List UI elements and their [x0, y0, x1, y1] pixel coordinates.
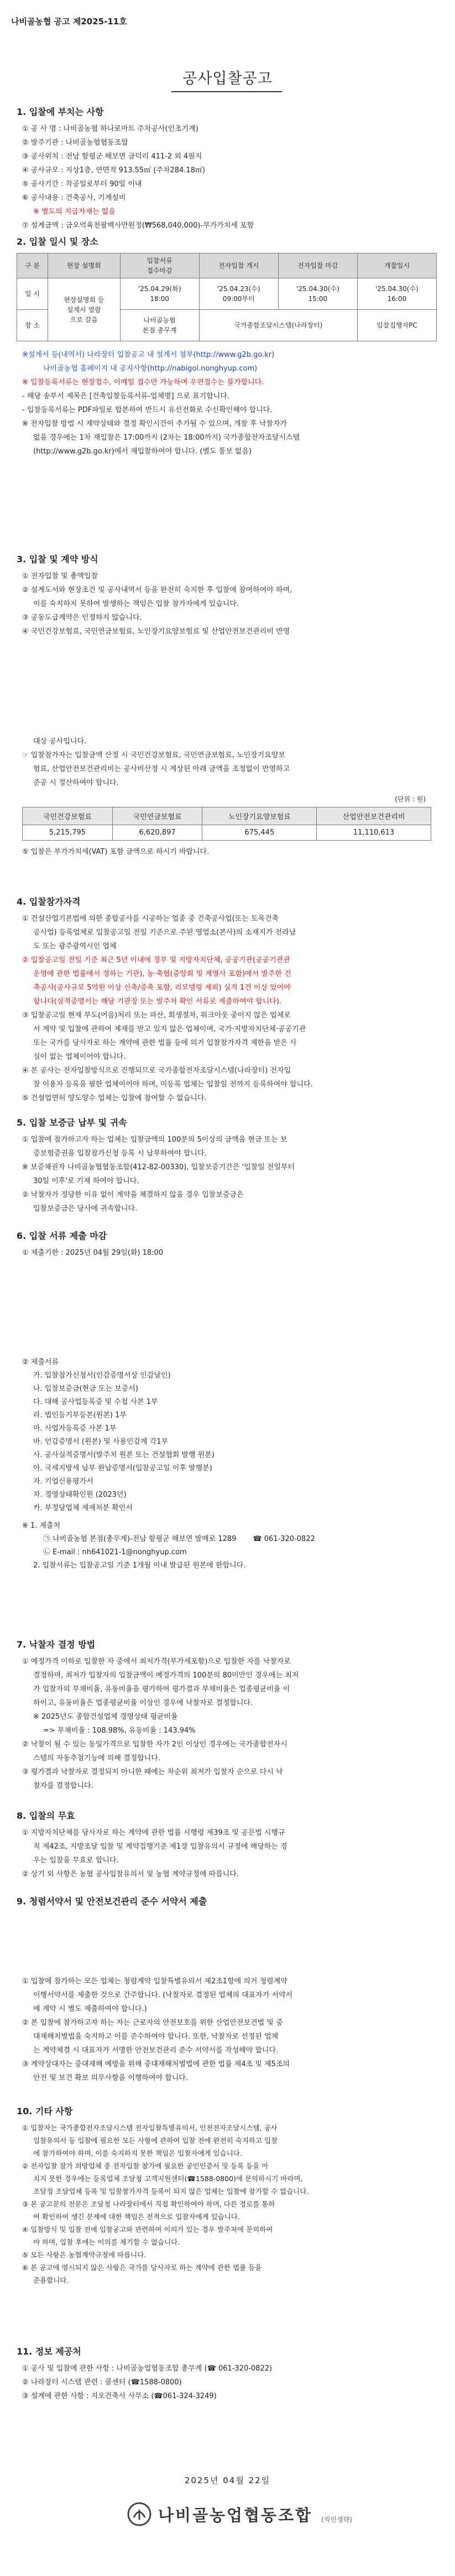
line: 또는 국가를 당사자로 하는 계약에 관한 법률 등에 의거 입찰참가자격 제한을 받은 사 [33, 1039, 297, 1047]
list-item: 바. 인감증명서 (원본) 및 사용인감계 각1부 [33, 1438, 169, 1446]
section-integrity-body [17, 1975, 437, 2085]
line: 칙 제42조, 지방조달 입찰 및 계약집행기준 제1장 입찰유의서 규정에 해당하는 경 [33, 1843, 287, 1851]
page-title: 공사입찰공고 [182, 70, 273, 87]
row-label: 장 소 [17, 310, 48, 341]
line: 서 계약 및 입찰에 관하여 제재를 받고 있지 않은 업체이며, 국가·지방자치단체·공공기관 [33, 1025, 306, 1033]
section-lines [22, 1133, 437, 1216]
line: 에 계약 시 별도 제출하여야 합니다.) [33, 2005, 147, 2013]
line: => 부채비율 : 108.98%, 유동비율 : 143.94% [43, 1727, 196, 1735]
section-heading: 3. 입찰 및 계약 방식 [17, 554, 98, 564]
line: 결정하며, 최저가 입찰자의 입찰금액이 예정가격의 100분의 80미만인 경우에는 최저 [33, 1671, 299, 1680]
line: 30일 이후'로 기재 하여야 합니다. [33, 1177, 139, 1185]
section-heading: 1. 입찰에 부치는 사항 [17, 107, 104, 117]
section-submission [17, 1229, 437, 1260]
section-contact-info [17, 2345, 437, 2403]
note-line[interactable]: ※설계서 등(내역서) 나라장터 입찰공고 내 설계서 첨부(http://www.g2b.go.kr) [22, 351, 275, 359]
section-lines [22, 912, 437, 1105]
line: 증보험증권을 입찰참가신청 등록 시 납부하여야 합니다. [33, 1149, 207, 1158]
contact-address: ㉠ 나비골농협 본점(총무계)-전남 함평군 해보면 발매로 1289 [43, 1535, 237, 1543]
line: 하이고, 유동비율은 업종평균비율 이상인 경우에 낙찰자로 결정합니다. [33, 1699, 253, 1707]
contact-phone: ☎ 061-320-0822 [253, 1535, 315, 1543]
line: 여 확인하여 생긴 문제에 대한 책임은 전적으로 입찰자에게 있습니다. [33, 2213, 240, 2221]
line: ③ 공동도급계약은 인정하지 않습니다. [22, 614, 142, 622]
section-lines [22, 1655, 437, 1793]
line: 준공 시 정산하여야 합니다. [33, 779, 119, 787]
schedule-notes [22, 348, 437, 458]
line: ② 제출서류 [22, 1358, 59, 1366]
table-cell: 5,215,795 [23, 825, 113, 841]
line: 치지 못한 경우에는 등록업체 조달청 고객지원센터(☎1588-0800)에 문의하시기 바라며, [33, 2174, 303, 2183]
highlight-line: 운영에 관한 법률에서 정하는 기관), 농·축협(중앙회 및 계열사 포함)에서 발주한 건 [33, 970, 291, 978]
table-header: 전자입찰 마감 [278, 254, 357, 278]
line: ③ 평가결과 낙찰자로 결정되지 아니한 때에는 차순위 최저가 입찰자 순으로 다시 낙 [22, 1768, 283, 1776]
line: ⑤ 입찰은 부가가치세(VAT) 포함 금액으로 하시기 바랍니다. [22, 848, 210, 856]
line: ① 입찰에 참가하고자 하는 업체는 입찰금액의 100분의 5이상의 금액을 현금 또는 보 [22, 1136, 287, 1144]
schedule-table [17, 253, 437, 341]
section-lines [22, 569, 437, 638]
list-item: 나. 입찰보증금(현금 또는 보증서) [33, 1385, 138, 1393]
list-item: 차. 경영상태확인원 (2023년) [33, 1491, 127, 1499]
line: 찰 이용자 등록을 필한 업체이어야 하며, 미등록 업체는 입찰일 전까지 등록하여야 합니다. [33, 1080, 313, 1089]
line: ⑤ 건설업면허 양도양수 업체는 입찰에 참여할 수 없습니다. [22, 1094, 207, 1102]
table-cell: 6,620,897 [112, 825, 202, 841]
line: ② 상기 외 사항은 농협 공사입찰유의서 및 농협 계약규정에 따릅니다. [22, 1870, 239, 1878]
line: ⑤ 모든 사항은 농협계약규정에 따릅니다. [22, 2251, 147, 2259]
line: ① 건설산업기본법에 의한 종합공사를 시공하는 업종 중 건축공사업(또는 토목건축 [22, 915, 279, 923]
line: 이행서약서를 제출한 것으로 간주합니다. (낙찰자로 결정된 업체의 대표자가 서약서 [33, 1991, 293, 1999]
line: 찰자를 결정합니다. [33, 1782, 93, 1790]
list-item: 아. 국세지방세 납부 완납증명서(입찰공고일 이후 발행분) [33, 1464, 212, 1472]
bid-close-cell: '25.04.30(수) 15:00 [278, 278, 357, 310]
section-submission-docs [17, 1356, 437, 1572]
line: ① 공사 및 입찰에 관한 사항 : 나비골농업협동조합 총무계 (☎ 061-320-0822) [22, 2364, 273, 2373]
notice-date: 2025년 04월 22일 [184, 2475, 271, 2485]
line: ④ 국민건강보험료, 국민연금보험료, 노인장기요양보험료 및 산업안전보건관리비 반영 [22, 627, 290, 636]
section-heading: 9. 청렴서약서 및 안전보건관리 준수 서약서 제출 [17, 1896, 207, 1907]
section-eligibility [17, 895, 437, 1105]
line: ① 전자입찰 및 총액입찰 [22, 572, 98, 580]
line: 스템의 자동추첨기능에 의해 결정합니다. [33, 1754, 161, 1762]
briefing-cell: 현장설명회 등 설계서 열람 으로 갈음 [48, 278, 120, 341]
line: 도 또는 광주광역시인 업체 [33, 942, 117, 951]
line: ② 전자입찰 참가 희망업체 중 전자입찰 참가에 필요한 공인인증서 및 등록 등을 마 [22, 2162, 269, 2170]
line: ③ 설계에 관한 사항 : 지오건축사 사무소 (☎061-324-3249) [22, 2392, 217, 2400]
notice-ref-number: 나비골농협 공고 제2025-11호 [11, 17, 127, 27]
line: 는 계약체결 시 대표자가 서명한 안전보건관리 준수 서약서를 작성해야 합니다. [33, 2046, 279, 2055]
note-line: ※ 전자입찰 방법 시 제약상태와 결정 확인시간이 추가될 수 있으며, 개찰 후 낙찰자가 [22, 420, 287, 428]
section-schedule [17, 235, 437, 458]
section-contract-fees [17, 735, 437, 859]
line: ⑥ 본 공고에 명시되지 않은 사항은 국가를 당사자로 하는 계약에 관한 법률 등을 [22, 2263, 262, 2272]
section-heading: 11. 정보 제공처 [17, 2346, 81, 2357]
section-deposit [17, 1116, 437, 1216]
line: 야 하며, 입찰 후에는 이의를 제기할 수 없습니다. [33, 2238, 180, 2246]
section-misc [17, 2104, 437, 2287]
section-lines [22, 2121, 437, 2287]
warning-line: ※ 입찰등록서류는 현장접수, 이메일 접수만 가능하며 우편접수는 불가합니다. [22, 378, 264, 387]
table-header: 국민연금보험료 [112, 807, 202, 825]
line: ④ 입찰방식 및 입찰 전에 입찰공고와 관련하여 이의가 있는 경우 발주처에 문의하여 [22, 2225, 273, 2234]
issuer-name: 나비골농업협동조합 [158, 2505, 313, 2525]
note-line[interactable]: 나비골농협 홈페이지 내 공지사항(http://nabigol.nonghyup.com) [43, 365, 258, 373]
section-contract-method [17, 552, 437, 638]
table-header: 산업안전보건관리비 [317, 807, 431, 825]
warning-line: ※ 별도의 지급자재는 없음 [33, 208, 116, 216]
seal-omitted-note: (직인생략) [321, 2516, 352, 2524]
docs-place-cell: 나비골농협 본점 총무계 [120, 310, 199, 341]
opening-place-cell: 입찰집행자PC [357, 310, 436, 341]
section-heading: 6. 입찰 서류 제출 마감 [17, 1231, 107, 1241]
line: 2. 입찰서류는 입찰공고일 기준 1개월 이내 발급된 원본에 한합니다. [33, 1561, 246, 1570]
section-award [17, 1638, 437, 1793]
section-lines [22, 122, 437, 233]
row-label: 일 시 [17, 278, 48, 310]
line: 안전 및 보건 확보 의무사항을 이행하여야 합니다. [33, 2074, 189, 2082]
line: ③ 입찰공고일 현재 부도(어음)처리 또는 파산, 회생절차, 워크아웃 중이지 않은 업체로 [22, 1011, 291, 1020]
section-invalid [17, 1809, 437, 1881]
line: ※ 2025년도 종합건설업체 경영상태 평균비율 [33, 1713, 178, 1721]
line: ① 제출기한 : 2025년 04월 29일(화) 18:00 [22, 1249, 164, 1257]
table-cell: 11,110,613 [317, 825, 431, 841]
table-header: 현장 설명회 [48, 254, 120, 278]
table-header: 개찰일시 [357, 254, 436, 278]
title-underline [171, 91, 282, 92]
fee-note [22, 845, 437, 859]
nonghyup-logo-icon [127, 2502, 151, 2526]
online-place-cell: 국가종합조달시스템(나라장터) [199, 310, 357, 341]
line: ④ 본 공사는 전자입찰방식으로 진행되므로 국가종합전자조달시스템(나라장터) 전자입 [22, 1067, 291, 1075]
note-line: 없을 경우에는 1차 재입찰은 17:00까지 (2차는 18:00까지) 국가종합전자조달시스템 [33, 434, 300, 442]
highlight-line: ② 입찰공고일 전일 기준 최근 5년 이내에 정부 및 지방자치단체, 공공기관(공공기관관 [22, 956, 290, 964]
line: ※ 보증채권자 나비골농협협동조합(412-82-00330), 입찰보증기간은 '입찰일 전일부터 [22, 1163, 295, 1171]
section-heading: 5. 입찰 보증금 납부 및 귀속 [17, 1117, 127, 1128]
line: 실이 없는 업체이어야 합니다. [33, 1053, 126, 1061]
section-heading: 4. 입찰참가자격 [17, 896, 81, 907]
list-item: 카. 부정당업체 제재처분 확인서 [33, 1504, 133, 1512]
table-header: 전자입찰 개시 [199, 254, 278, 278]
line: ② 본 입찰에 참가하고자 하는 자는 근로자의 안전보호를 위한 산업안전보건법 및 중 [22, 2019, 283, 2027]
bid-open-start-cell: '25.04.23(수) 09:00부터 [199, 278, 278, 310]
list-item: 다. 대해 공사업등록증 및 수첩 사본 1부 [33, 1398, 158, 1406]
line: ⑥ 공사내용 : 건축공사, 기계설비 [22, 194, 126, 202]
section-heading: 2. 입찰 일시 및 장소 [17, 236, 98, 247]
line: ⑦ 설계금액 : 금오억육천팔백사만원정(₩568,040,000)-부가가치세 포함 [22, 221, 254, 230]
line: ① 예정가격 이하로 입찰한 자 중에서 최저가격(부가세포함)으로 입찰한 자를 낙찰자로 [22, 1657, 291, 1666]
line: 준용합니다. [33, 2276, 69, 2284]
line: 이를 숙지하지 못하여 발생하는 책임은 입찰 참가자에게 있습니다. [33, 600, 239, 608]
docs-list [22, 1356, 437, 1572]
line: ☞ 입찰참가자는 입찰금액 산정 시 국민건강보험료, 국민연금보험료, 노인장기요양보 [22, 751, 285, 759]
line: ③ 계약상대자는 중대재해 예방을 위해 중대재해처벌법에 관한 법률 제4조 및 제5조의 [22, 2060, 290, 2068]
table-header: 국민건강보험료 [23, 807, 113, 825]
issuer-block [127, 2502, 352, 2526]
line: ④ 공사규모 : 지상1층, 연면적 913.55㎡ (주차284.18㎡) [22, 166, 206, 175]
line: 대재해처벌법을 숙지하고 이를 준수하여야 합니다. 또한, 낙찰자로 선정된 업체 [33, 2033, 279, 2041]
line: ③ 본 공고문의 전문은 조달청 나라장터에서 직접 확인하여야 하며, 다른 경로를 통하 [22, 2200, 275, 2208]
line: ② 설계도서와 현장조건 및 공사내역서 등을 완전히 숙지한 후 입찰에 참여하여야 하며, [22, 586, 292, 594]
contact-line [22, 1533, 437, 1546]
line: ① 공 사 명 : 나비골농협 하나로마트 주차공사(인조기계) [22, 125, 198, 133]
line: ② 낙찰자가 정당한 이유 없이 계약을 체결하지 않을 경우 입찰보증금은 [22, 1191, 244, 1199]
list-item: 가. 입찰참가신청서(인감증명서상 인감날인) [33, 1371, 171, 1380]
section-heading: 10. 기타 사항 [17, 2106, 73, 2116]
list-item: 마. 사업자등록증 사본 1부 [33, 1424, 117, 1433]
line: ② 낙찰이 될 수 있는 동일가격으로 입찰한 자가 2인 이상인 경우에는 국가종합전자시 [22, 1740, 287, 1749]
list-item: 라. 법인등기부등본(원본) 1부 [33, 1411, 127, 1419]
contact-email: ㉡ E-mail : nh641021-1@nonghyup.com [43, 1548, 187, 1556]
line: ② 발주기관 : 나비골농협협동조합 [22, 139, 128, 147]
section-heading: 7. 낙찰자 결정 방법 [17, 1639, 96, 1650]
line: 대상 공사입니다. [33, 737, 87, 746]
note-line: - 입찰등록서류는 PDF파일로 합본하여 반드시 유선전화로 수신확인해야 합니다. [22, 406, 273, 414]
table-header: 입찰서류 접수마감 [120, 254, 199, 278]
opening-time-cell: '25.04.30(수) 16:00 [357, 278, 436, 310]
list-item: 자. 기업신용평가서 [33, 1477, 93, 1486]
line: ② 나라장터 시스템 관련 : 콜센터 (☎1588-0800) [22, 2378, 182, 2387]
line: 에 참가하여야 하며, 이를 숙지하지 못한 책임은 입찰자에게 있습니다. [33, 2149, 242, 2157]
section-heading: 8. 입찰의 무효 [17, 1810, 75, 1821]
highlight-line: 축공사(공사규모 5억원 이상 신축/증축 포함, 리모델링 제외) 실적 1건 이상 있어야 [33, 984, 291, 992]
highlight-line: 합니다(실적증명서는 해당 기관장 또는 발주처 확인 서류로 제출하여야 합니다). [33, 997, 282, 1006]
line: 우는 입찰을 무효로 합니다. [33, 1856, 119, 1865]
fee-table [22, 807, 431, 841]
line: ⑤ 공사기간 : 착공일로부터 90일 이내 [22, 180, 142, 188]
section-lines [22, 1246, 437, 1260]
list-item: 사. 공사실적증명서(발주처 원본 또는 건설협회 발행 원본) [33, 1451, 215, 1459]
line: 험료, 산업안전보건관리비는 공사비산정 시 계상된 아래 금액을 조정없이 반영하고 [33, 765, 290, 773]
docs-deadline-cell: '25.04.29(화) 18:00 [120, 278, 199, 310]
line: ※ 1. 제출처 [22, 1522, 61, 1530]
fee-caveat [22, 735, 437, 790]
line: ① 입찰에 참가하는 모든 업체는 청렴계약 입찰특별유의서 제2조1항에 의거 청렴계약 [22, 1977, 287, 1986]
table-header: 노인장기요양보험료 [202, 807, 317, 825]
section-lines [22, 1826, 437, 1881]
line: ① 입찰자는 국가종합전자조달시스템 전자입찰특별유의서, 인천전자조달시스템, 공사 [22, 2124, 278, 2132]
line: 공사업) 등록업체로 입찰공고일 전일 기준으로 주된 영업소(본사)의 소재지가 전라남 [33, 928, 296, 937]
line: 입찰보증금은 당사에 귀속합니다. [33, 1205, 138, 1213]
line: 가 입찰자의 부채비율, 유동비율을 평가하여 평가결과 부채비율은 업종평균비율 이 [33, 1685, 290, 1693]
line: ① 지방자치단체를 당사자로 하는 계약에 관한 법률 시행령 제39조 및 공문법 시행규 [22, 1829, 285, 1837]
section-bid-items [17, 105, 437, 233]
section-integrity-pledge [17, 1894, 437, 1907]
line: ③ 공사위치 : 전남 함평군 해보면 금덕리 411-2 외 4필지 [22, 152, 202, 161]
note-line: (http://www.g2b.go.kr)에서 재입찰하여야 합니다. (별도 통보 없음) [33, 447, 252, 456]
line: 입찰유의서 등 입찰에 필요한 모든 사항에 관하여 입찰 전에 완전히 숙지하고 입찰 [33, 2136, 278, 2145]
section-lines [22, 2362, 437, 2403]
note-line: - 해당 송부서 제목은 [건축입찰등록서류-업체명] 으로 표기합니다. [22, 392, 229, 400]
table-header: 구 분 [17, 254, 48, 278]
unit-label: (단위 : 원) [395, 795, 426, 803]
table-cell: 675,445 [202, 825, 317, 841]
section-lines [22, 1975, 437, 2085]
line: 조달청 조달업체 등록 및 입찰참가자격 등록이 되지 않은 업체는 입찰에 참가할 수 없습니다. [33, 2187, 309, 2195]
